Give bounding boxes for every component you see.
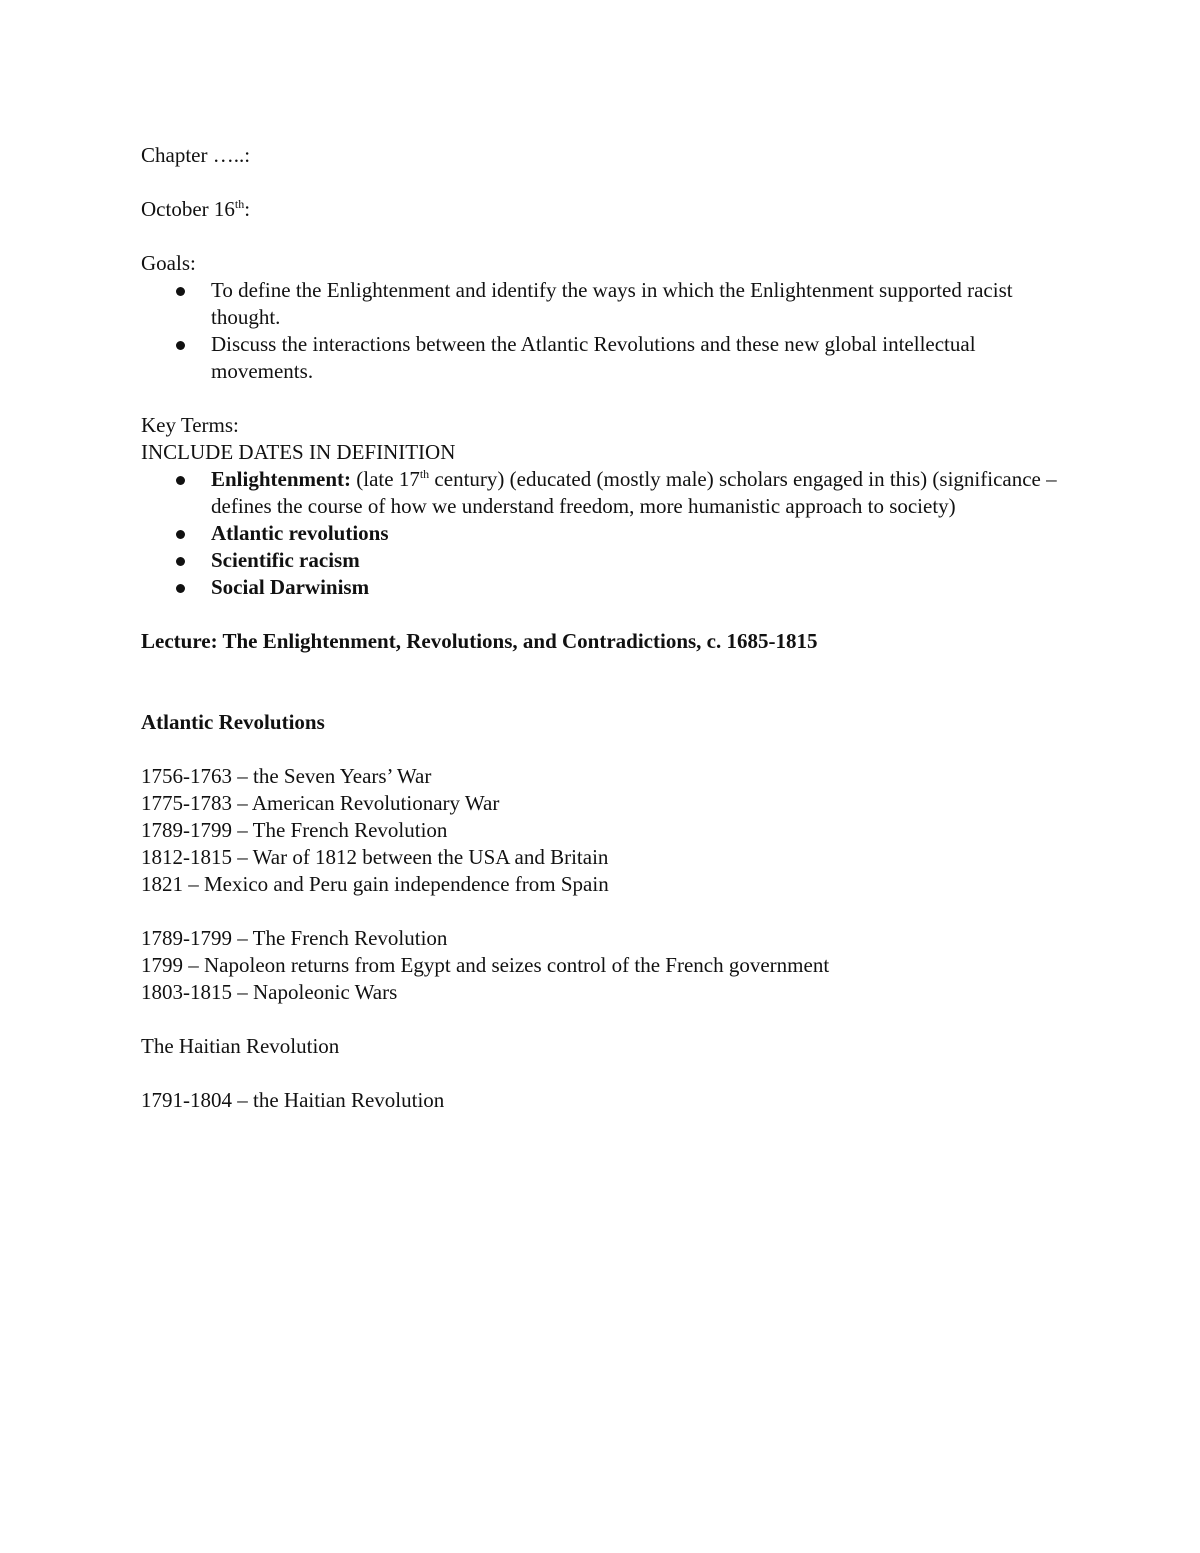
- timeline-entry: 1791-1804 – the Haitian Revolution: [141, 1088, 445, 1112]
- key-terms-note: INCLUDE DATES IN DEFINITION: [141, 440, 456, 464]
- date-colon: :: [244, 197, 251, 221]
- timeline-block-2: [141, 925, 1061, 1006]
- bullet-icon: [176, 530, 185, 539]
- timeline-entry: 1803-1815 – Napoleonic Wars: [141, 980, 398, 1004]
- key-term-item: [141, 574, 1061, 601]
- key-term-item: [141, 466, 1061, 520]
- goal-text: Discuss the interactions between the Atlantic Revolutions and these new global intellectual movements.: [211, 332, 976, 383]
- key-term-superscript: th: [419, 467, 430, 481]
- timeline-entry: 1799 – Napoleon returns from Egypt and seizes control of the French government: [141, 953, 830, 977]
- goal-item: [141, 331, 1061, 385]
- key-terms-heading: Key Terms:: [141, 413, 239, 437]
- bullet-icon: [176, 287, 185, 296]
- key-term-label: Scientific racism: [211, 548, 360, 572]
- key-term-label: Enlightenment:: [211, 467, 352, 491]
- goal-text: To define the Enlightenment and identify the ways in which the Enlightenment supported racist thought.: [211, 278, 1013, 329]
- lecture-title: Lecture: The Enlightenment, Revolutions, and Contradictions, c. 1685-1815: [141, 629, 818, 653]
- timeline-block-1: [141, 763, 1061, 898]
- bullet-icon: [176, 584, 185, 593]
- key-term-label: Atlantic revolutions: [211, 521, 389, 545]
- goals-list: [141, 277, 1061, 385]
- key-term-label: Social Darwinism: [211, 575, 370, 599]
- key-term-item: [141, 547, 1061, 574]
- timeline-entry: 1789-1799 – The French Revolution: [141, 926, 448, 950]
- goals-heading: Goals:: [141, 251, 196, 275]
- date-superscript: th: [234, 197, 245, 211]
- key-term-desc: (late 17: [351, 467, 420, 491]
- timeline-entry: 1812-1815 – War of 1812 between the USA and Britain: [141, 845, 609, 869]
- key-term-desc-cont: century) (educated (mostly male) scholars engaged in this) (significance – defines the course of how we understand freedom, more humanistic approach to society): [211, 467, 1057, 518]
- timeline-entry: 1789-1799 – The French Revolution: [141, 818, 448, 842]
- date-text: October 16: [141, 197, 235, 221]
- timeline-entry: 1756-1763 – the Seven Years’ War: [141, 764, 432, 788]
- document-page: [141, 142, 1061, 1114]
- haiti-heading: The Haitian Revolution: [141, 1034, 340, 1058]
- bullet-icon: [176, 341, 185, 350]
- bullet-icon: [176, 557, 185, 566]
- atlantic-heading: Atlantic Revolutions: [141, 710, 325, 734]
- chapter-line: Chapter …..:: [141, 143, 251, 167]
- timeline-entry: 1821 – Mexico and Peru gain independence from Spain: [141, 872, 609, 896]
- key-term-item: [141, 520, 1061, 547]
- date-line: [141, 196, 1061, 223]
- key-terms-list: [141, 466, 1061, 601]
- bullet-icon: [176, 476, 185, 485]
- goal-item: [141, 277, 1061, 331]
- timeline-entry: 1775-1783 – American Revolutionary War: [141, 791, 500, 815]
